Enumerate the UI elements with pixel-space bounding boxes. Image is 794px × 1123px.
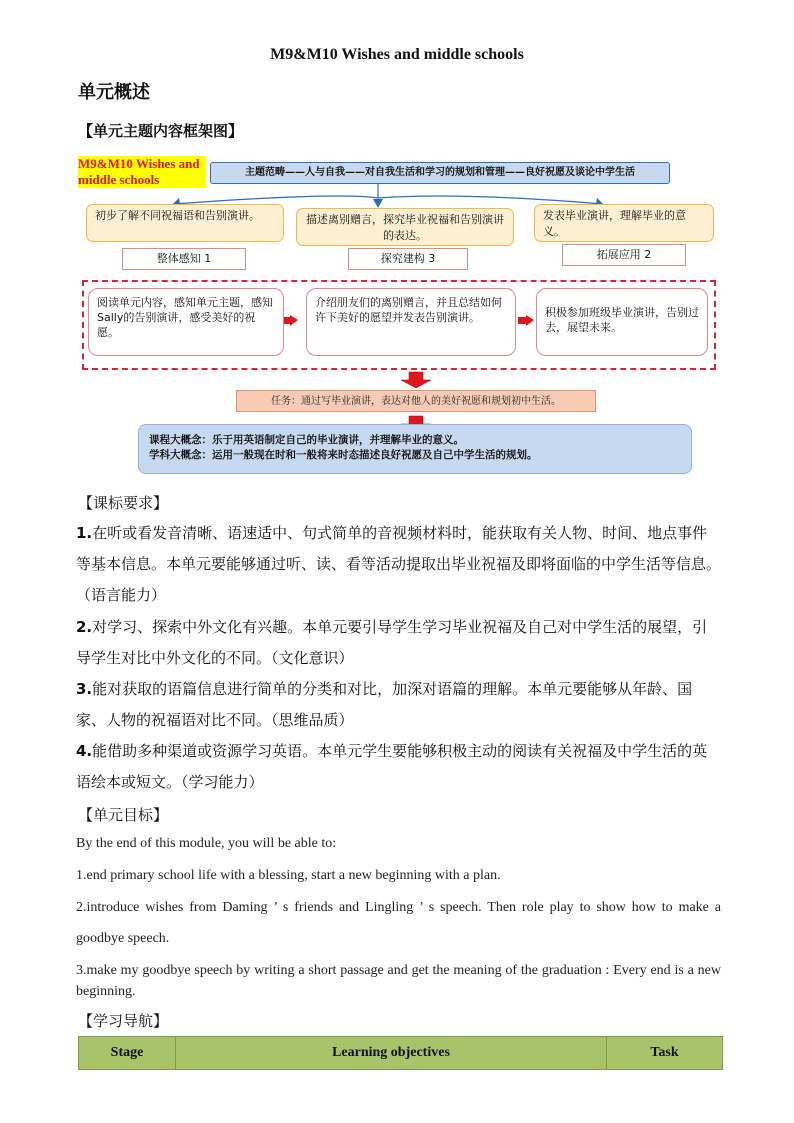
- topic-bar: 主题范畴——人与自我——对自我生活和学习的规划和管理——良好祝愿及谈论中学生活: [210, 162, 670, 184]
- learning-guide-table: [78, 1036, 723, 1070]
- unit-framework-diagram: [78, 152, 718, 482]
- unit-overview-heading: 单元概述: [78, 82, 150, 103]
- step-label-3: 拓展应用 2: [562, 244, 686, 266]
- detail-box-2: 介绍朋友们的离别赠言，并且总结如何许下美好的愿望并发表告别演讲。: [306, 288, 516, 356]
- guide-heading: 【学习导航】: [78, 1012, 169, 1030]
- step-label-1: 整体感知 1: [122, 248, 246, 270]
- column-header-stage: Stage: [79, 1037, 176, 1070]
- detail-box-1: 阅读单元内容，感知单元主题，感知Sally的告别演讲，感受美好的祝愿。: [88, 288, 284, 356]
- module-brand: M9&M10 Wishes and middle schools: [78, 156, 206, 188]
- goals-heading: 【单元目标】: [78, 806, 169, 824]
- goal-1: 1.end primary school life with a blessing, start a new beginning with a plan.: [76, 868, 501, 883]
- course-concept: 课程大概念：乐于用英语制定自己的毕业演讲，并理解毕业的意义。: [149, 434, 464, 446]
- curriculum-heading: 【课标要求】: [78, 494, 169, 512]
- goals-intro: By the end of this module, you will be able to:: [76, 836, 337, 851]
- step-label-2: 探究建构 3: [348, 248, 468, 270]
- framework-heading: 【单元主题内容框架图】: [78, 122, 244, 140]
- curriculum-item-1: 1.在听或看发音清晰、语速适中、句式简单的音视频材料时，能获取有关人物、时间、地点事件等基本信息。本单元要能够通过听、读、看等活动提取出毕业祝福及即将面临的中学生活等信息。（语言能力）: [76, 524, 722, 604]
- curriculum-item-2: 2.对学习、探索中外文化有兴趣。本单元要引导学生学习毕业祝福及自己对中学生活的展望，引导学生对比中外文化的不同。（文化意识）: [76, 618, 708, 667]
- goal-2: 2.introduce wishes from Daming ’ s friends and Lingling ’ s speech. Then role play to show how to make a goodbye speech.: [76, 900, 721, 946]
- table-header-row: [79, 1037, 723, 1070]
- goal-3: 3.make my goodbye speech by writing a short passage and get the meaning of the graduation : Every end is a new beginning.: [76, 963, 721, 999]
- column-header-objectives: Learning objectives: [176, 1037, 607, 1070]
- concept-box: [138, 424, 692, 474]
- task-box: 任务：通过写毕业演讲，表达对他人的美好祝愿和规划初中生活。: [236, 390, 596, 412]
- step-box-3: 发表毕业演讲，理解毕业的意义。: [534, 204, 714, 242]
- curriculum-item-4: 4.能借助多种渠道或资源学习英语。本单元学生要能够积极主动的阅读有关祝福及中学生活的英语绘本或短文。（学习能力）: [76, 742, 708, 791]
- subject-concept: 学科大概念：运用一般现在时和一般将来时态描述良好祝愿及自己中学生活的规划。: [149, 449, 538, 461]
- curriculum-item-3: 3.能对获取的语篇信息进行简单的分类和对比，加深对语篇的理解。本单元要能够从年龄、国家、人物的祝福语对比不同。（思维品质）: [76, 680, 693, 729]
- page-title: M9&M10 Wishes and middle schools: [270, 46, 524, 63]
- column-header-task: Task: [607, 1037, 723, 1070]
- step-box-2: 描述离别赠言，探究毕业祝福和告别演讲的表达。: [296, 208, 514, 246]
- detail-box-3: 积极参加班级毕业演讲，告别过去，展望未来。: [536, 288, 708, 356]
- step-box-1: 初步了解不同祝福语和告别演讲。: [86, 204, 284, 242]
